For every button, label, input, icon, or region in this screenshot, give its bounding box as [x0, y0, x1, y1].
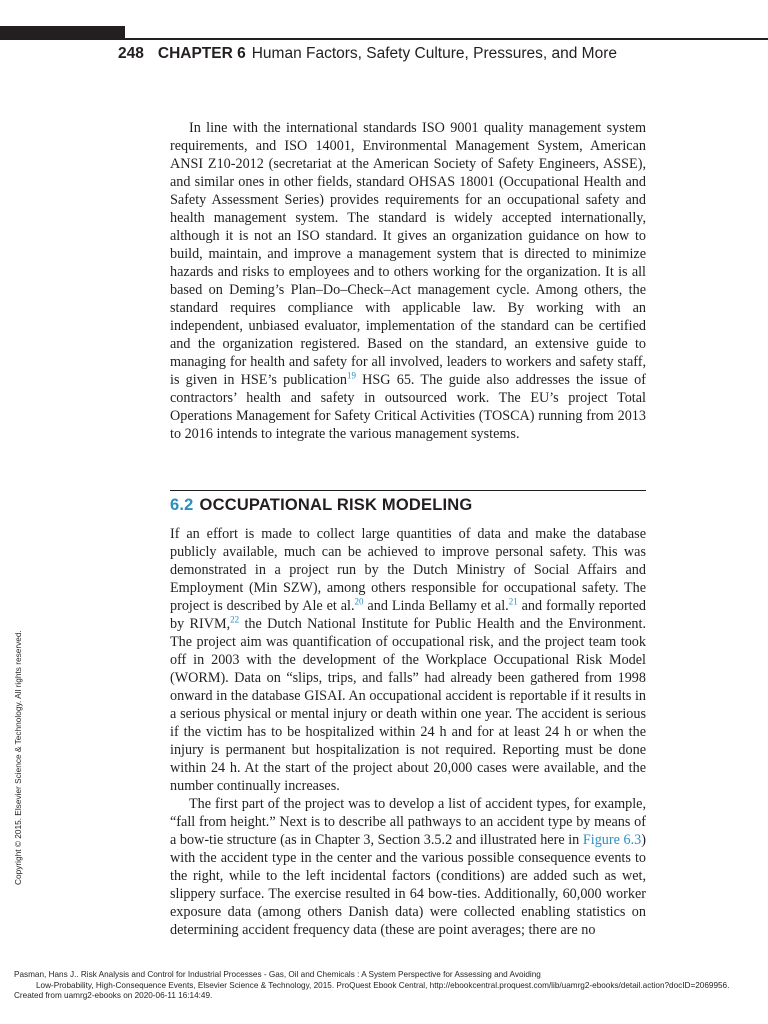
citation-footer — [14, 970, 764, 1002]
footnote-ref-22[interactable]: 22 — [230, 614, 240, 625]
header-rule — [125, 38, 768, 40]
body-paragraph-2 — [170, 525, 646, 795]
chapter-label: CHAPTER 6 — [157, 45, 246, 62]
paragraph-text: and Linda Bellamy et al. — [363, 598, 509, 614]
paragraph-text: the Dutch National Institute for Public Health and the Environment. The project aim was quantification of occupational risk, and the project team took off in 2003 with the development of the Workplace Occupational Risk Model (WORM). Data on “slips, trips, and falls” had already been gathered from 1998 onward in the database GISAI. An occupational accident is reportable if it results in a serious physical or mental injury or death within one year. The accident is serious if the victim has to be hospitalized within 24 h and for at least 24 h or when the injury is permanent but hospitalization is not required. Reporting must be done within 24 h. At the start of the project about 20,000 cases were available, and the number continually increases. — [170, 616, 646, 794]
paragraph-text: HSG 65. The guide also addresses the issue of contractors’ health and safety in outsourced work. The EU’s project Total Operations Management for Safety Critical Activities (TOSCA) running from 2013 to 2016 intends to integrate the various management systems. — [170, 372, 646, 442]
footer-line-3: Created from uamrg2-ebooks on 2020-06-11 16:14:49. — [14, 991, 213, 1000]
section-title: OCCUPATIONAL RISK MODELING — [199, 496, 473, 514]
running-head — [118, 45, 617, 63]
section-heading — [170, 496, 472, 515]
section-number: 6.2 — [170, 496, 194, 514]
body-paragraph-1 — [170, 119, 646, 443]
footer-line-1: Pasman, Hans J.. Risk Analysis and Control for Industrial Processes - Gas, Oil and Chemicals : A System Perspective for Assessing and Avoiding — [14, 970, 541, 979]
header-bar — [0, 26, 125, 40]
paragraph-text: If an effort is made to collect large quantities of data and make the database publicly available, much can be achieved to improve personal safety. This was demonstrated in a project run by the Dutch Ministry of Social Affairs and Employment (Min SZW), among others responsible for occupational safety. The project is described by Ale et al. — [170, 526, 646, 614]
paragraph-text: The first part of the project was to develop a list of accident types, for example, “fall from height.” Next is to describe all pathways to an accident type by means of a bow-tie structure (as in Chapter 3, Section 3.5.2 and illustrated here in — [170, 796, 646, 848]
paragraph-text: ) with the accident type in the center and the various possible consequence events to the right, while to the left incidental factors (conditions) are added such as wet, slippery surface. The exercise resulted in 64 bow-ties. Additionally, 60,000 worker exposure data (among others Danish data) were collected enabling statistics on determining accident frequency data (these are point averages; there are no — [170, 832, 646, 938]
body-paragraph-3 — [170, 795, 646, 939]
section-body — [170, 525, 646, 939]
footnote-ref-19[interactable]: 19 — [346, 370, 356, 381]
footnote-ref-20[interactable]: 20 — [354, 596, 364, 607]
paragraph-text: and formally reported by RIVM, — [170, 598, 647, 632]
figure-link[interactable]: Figure 6.3 — [582, 832, 642, 848]
paragraph-text: In line with the international standards ISO 9001 quality management system requirements, and ISO 14001, Environmental Management System, American ANSI Z10-2012 (secretariat at the American Society of Safety Engineers, ASSE), and similar ones in other fields, standard OHSAS 18001 (Occupational Health and Safety Assessment Series) provides requirements for an occupational safety and health management system. The standard is widely accepted internationally, although it is not an ISO standard. It gives an organization guidance on how to build, maintain, and improve a management system that is directed to minimize hazards and risks to employees and to others working for the organization. It is all based on Deming’s Plan–Do–Check–Act management cycle. Among others, the standard requires compliance with applicable law. By working with an independent, unbiased evaluator, implementation of the standard can be certified and the organization registered. Based on the standard, an extensive guide to managing for health and safety for all involved, leaders to workers and safety staff, is given in HSE’s publication — [170, 120, 646, 388]
footer-line-2: Low-Probability, High-Consequence Events, Elsevier Science & Technology, 2015. ProQuest Ebook Central, http://ebookcentral.proquest.com/lib/uamrg2-ebooks/detail.action?docID=2069956. — [36, 980, 730, 990]
chapter-title: Human Factors, Safety Culture, Pressures, and More — [251, 45, 617, 62]
page-number: 248 — [118, 45, 144, 62]
section-rule — [170, 490, 646, 491]
footnote-ref-21[interactable]: 21 — [508, 596, 518, 607]
side-copyright: Copyright © 2015. Elsevier Science & Technology. All rights reserved. — [13, 630, 23, 885]
